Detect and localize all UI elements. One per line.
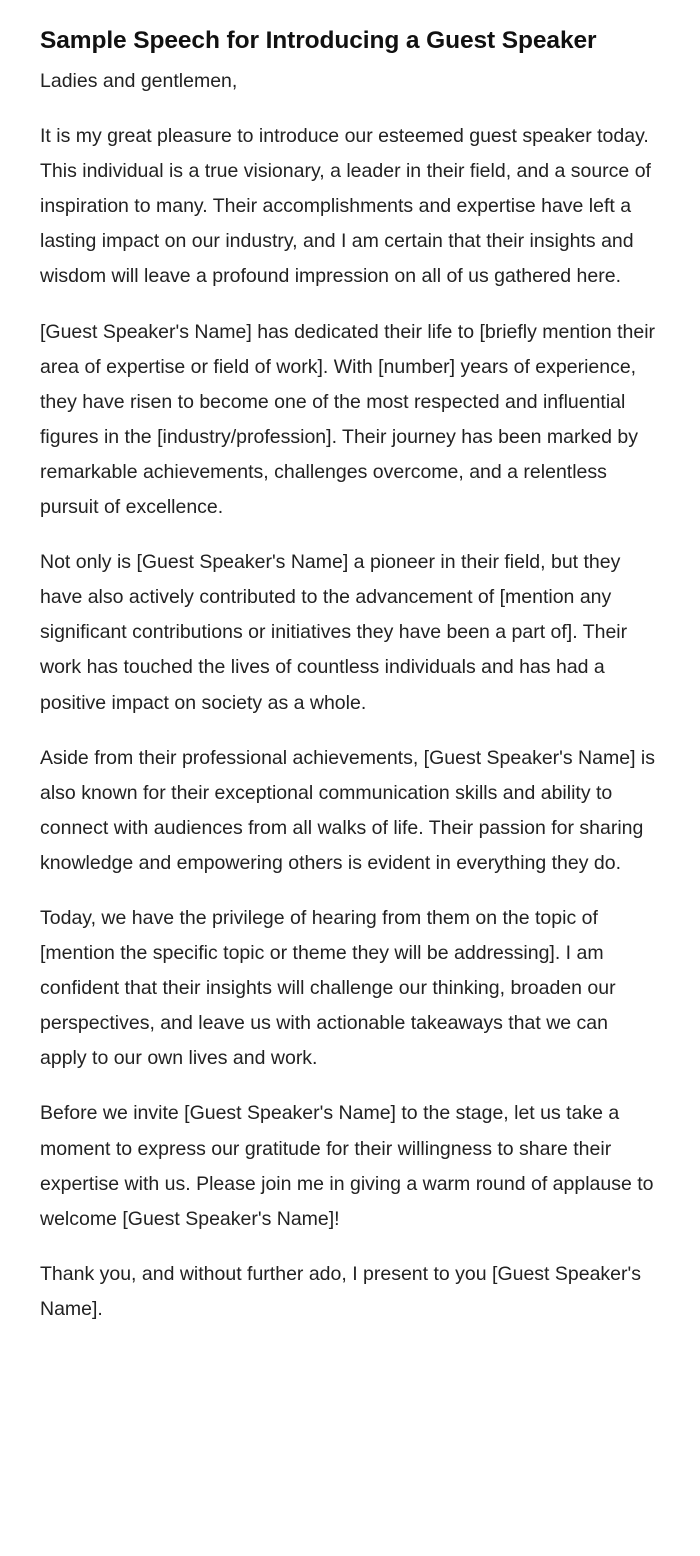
body-paragraph: Not only is [Guest Speaker's Name] a pioneer in their field, but they have also actively contributed to the advancement of [mention any significant contributions or initiatives they have been a part of]. Their work has touched the lives of countless individuals and has had a positive impact on society as a whole. bbox=[40, 551, 628, 714]
body-paragraph: Today, we have the privilege of hearing from them on the topic of [mention the specific topic or theme they will be addressing]. I am confident that their insights will challenge our thinking, broaden our perspectives, and leave us with actionable takeaways that we can apply to our own lives and work. bbox=[40, 906, 616, 1070]
body-paragraph: It is my great pleasure to introduce our esteemed guest speaker today. This individual is a true visionary, a leader in their field, and a source of inspiration to many. Their accomplishments and expertise have left a lasting impact on our industry, and I am certain that their insights and wisdom will leave a profound impression on all of us gathered here. bbox=[40, 125, 651, 288]
body-paragraph: Aside from their professional achievements, [Guest Speaker's Name] is also known for their exceptional communication skills and ability to connect with audiences from all walks of life. Their passion for sharing knowledge and empowering others is evident in everything they do. bbox=[40, 746, 655, 874]
body-paragraph: [Guest Speaker's Name] has dedicated their life to [briefly mention their area of expertise or field of work]. With [number] years of experience, they have risen to become one of the most respected and influential figures in the [industry/profession]. Their journey has been marked by remarkable achievements, challenges overcome, and a relentless pursuit of excellence. bbox=[40, 320, 656, 519]
closing-paragraph: Thank you, and without further ado, I present to you [Guest Speaker's Name]. bbox=[40, 1262, 641, 1320]
document-title: Sample Speech for Introducing a Guest Speaker bbox=[40, 27, 597, 54]
body-paragraph: Before we invite [Guest Speaker's Name] to the stage, let us take a moment to express our gratitude for their willingness to share their expertise with us. Please join me in giving a warm round of applause to welcome [Guest Speaker's Name]! bbox=[40, 1102, 654, 1230]
greeting-paragraph: Ladies and gentlemen, bbox=[40, 70, 238, 92]
